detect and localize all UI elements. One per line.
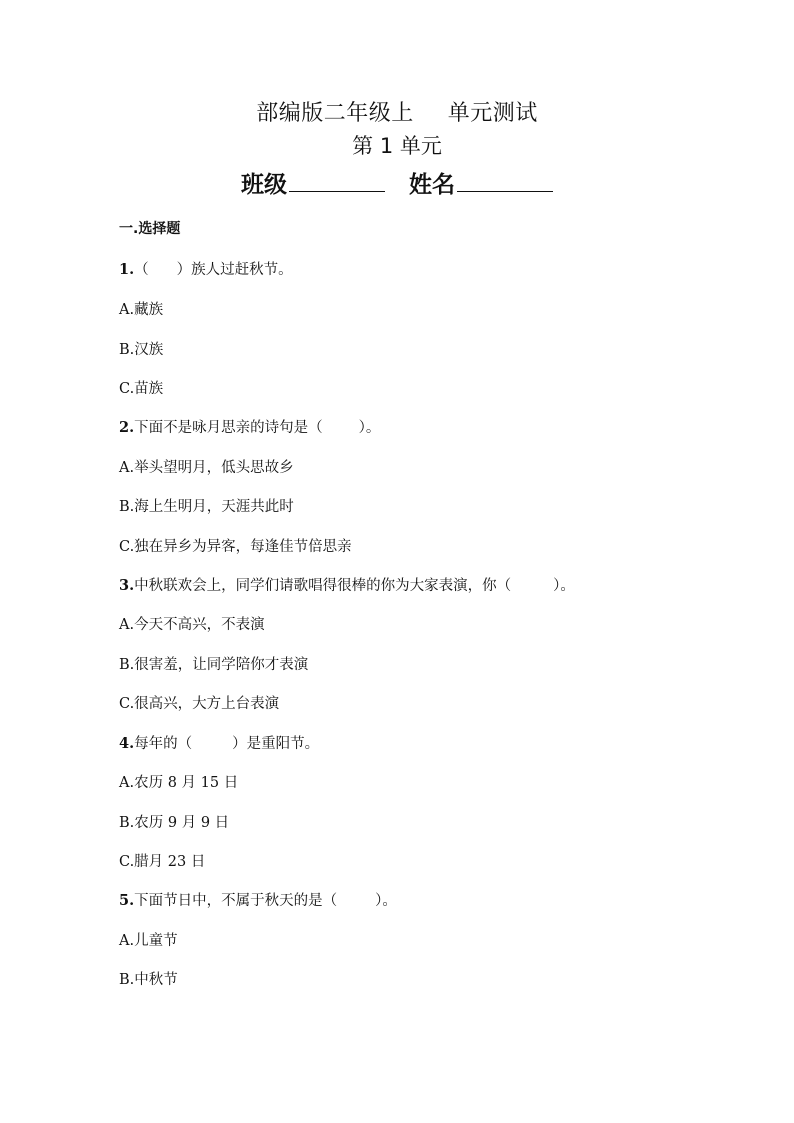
question-stem: 下面节日中，不属于秋天的是（ [134, 893, 338, 909]
option-2b[interactable]: B.海上生明月，天涯共此时 [119, 499, 294, 515]
option-3c[interactable]: C.很高兴，大方上台表演 [119, 696, 280, 712]
question-stem: （ [134, 262, 149, 278]
option-4b[interactable]: B.农历 9 月 9 日 [119, 815, 230, 831]
question-2 [119, 416, 380, 437]
question-stem: 中秋联欢会上，同学们请歌唱得很棒的你为大家表演，你（ [134, 578, 512, 594]
question-stem-end: ）。 [375, 893, 397, 909]
question-stem-end: ）是重阳节。 [232, 736, 320, 752]
option-3a[interactable]: A.今天不高兴，不表演 [119, 617, 265, 633]
option-5a[interactable]: A.儿童节 [119, 933, 178, 949]
exam-title [0, 96, 794, 127]
student-info-row [0, 166, 794, 199]
option-4c[interactable]: C.腊月 23 日 [119, 854, 206, 870]
question-stem: 下面不是咏月思亲的诗句是（ [134, 420, 323, 436]
question-4 [119, 732, 319, 753]
question-stem-end: ）族人过赶秋节。 [176, 262, 293, 278]
question-stem-end: ）。 [553, 578, 575, 594]
option-1a[interactable]: A.藏族 [119, 302, 164, 318]
option-4a[interactable]: A.农历 8 月 15 日 [119, 775, 239, 791]
title-test: 单元测试 [447, 101, 538, 126]
question-stem: 每年的（ [134, 736, 193, 752]
question-number: 2. [119, 419, 135, 436]
question-number: 3. [119, 577, 135, 594]
name-blank[interactable] [457, 169, 553, 192]
option-2c[interactable]: C.独在异乡为异客，每逢佳节倍思亲 [119, 539, 352, 555]
class-blank[interactable] [289, 169, 385, 192]
option-1c[interactable]: C.苗族 [119, 381, 164, 397]
section-title: 一.选择题 [119, 221, 181, 237]
question-number: 1. [119, 261, 135, 278]
question-number: 4. [119, 735, 135, 752]
option-5b[interactable]: B.中秋节 [119, 972, 178, 988]
option-3b[interactable]: B.很害羞，让同学陪你才表演 [119, 657, 309, 673]
question-1 [119, 258, 293, 279]
question-stem-end: ）。 [358, 420, 381, 436]
question-5 [119, 889, 397, 910]
title-grade: 部编版二年级上 [256, 101, 414, 126]
unit-title: 第 1 单元 [352, 134, 442, 158]
question-number: 5. [119, 892, 135, 909]
class-label: 班级 [241, 172, 287, 198]
option-1b[interactable]: B.汉族 [119, 342, 164, 358]
name-label: 姓名 [409, 172, 455, 198]
question-3 [119, 574, 575, 595]
option-2a[interactable]: A.举头望明月，低头思故乡 [119, 460, 294, 476]
